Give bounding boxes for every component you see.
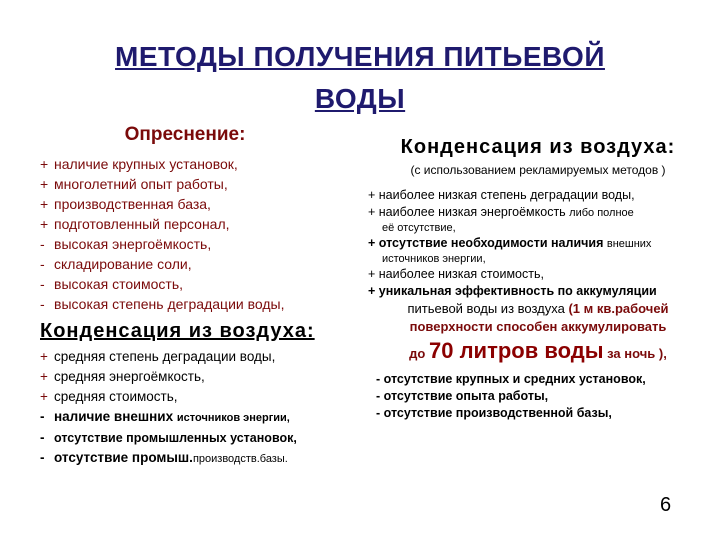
condensation-heading-right: Конденсация из воздуха: — [400, 136, 676, 158]
list-item: - высокая стоимость, — [40, 276, 184, 292]
list-item: + средняя энергоёмкость, — [40, 369, 205, 384]
list-item: - складирование соли, — [40, 256, 192, 272]
list-item: + наиболее низкая энергоёмкость либо полное — [368, 205, 634, 219]
list-item-continuation: её отсутствие, — [382, 222, 456, 234]
desalination-heading: Опреснение: — [124, 124, 246, 145]
title-line-2: ВОДЫ — [314, 83, 406, 114]
desalination-list — [40, 154, 370, 314]
condensation-list-left — [40, 347, 370, 469]
list-item: - отсутствие промыш.производств.базы. — [40, 450, 288, 465]
page-number: 6 — [660, 494, 672, 516]
list-item: + отсутствие необходимости наличия внешних — [368, 236, 652, 250]
list-item: - отсутствие крупных и средних установок, — [376, 372, 646, 386]
page-title — [70, 36, 650, 120]
list-item: - наличие внешних источников энергии, — [40, 409, 290, 424]
list-item: + наличие крупных установок, — [40, 156, 238, 172]
title-line-1: МЕТОДЫ ПОЛУЧЕНИЯ ПИТЬЕВОЙ — [115, 41, 605, 72]
list-item: + средняя стоимость, — [40, 389, 178, 404]
drawbacks-list — [376, 371, 708, 422]
left-column — [40, 124, 370, 469]
condensation-heading-left: Конденсация из воздуха: — [40, 320, 315, 342]
efficiency-highlight: до 70 литров воды за ночь ), — [409, 338, 667, 363]
list-item: - высокая степень деградации воды, — [40, 296, 285, 312]
condensation-subheading: (с использованием рекламируемых методов ) — [410, 163, 666, 177]
list-item: + многолетний опыт работы, — [40, 176, 228, 192]
list-item-continuation: источников энергии, — [382, 253, 486, 265]
condensation-list-right — [368, 187, 708, 300]
list-item: - отсутствие промышленных установок, — [40, 430, 297, 445]
list-item: + уникальная эффективность по аккумуляции — [368, 284, 657, 298]
efficiency-detail: питьевой воды из воздуха (1 м кв.рабочей поверхности способен аккумулировать — [407, 301, 669, 334]
list-item: - высокая энергоёмкость, — [40, 236, 212, 252]
list-item: - отсутствие опыта работы, — [376, 389, 549, 403]
list-item: + подготовленный персонал, — [40, 216, 230, 232]
right-column — [368, 136, 708, 422]
list-item: + наиболее низкая степень деградации воды, — [368, 188, 635, 202]
list-item: - отсутствие производственной базы, — [376, 406, 612, 420]
list-item: + наиболее низкая стоимость, — [368, 267, 544, 281]
list-item: + средняя степень деградации воды, — [40, 349, 276, 364]
list-item: + производственная база, — [40, 196, 211, 212]
